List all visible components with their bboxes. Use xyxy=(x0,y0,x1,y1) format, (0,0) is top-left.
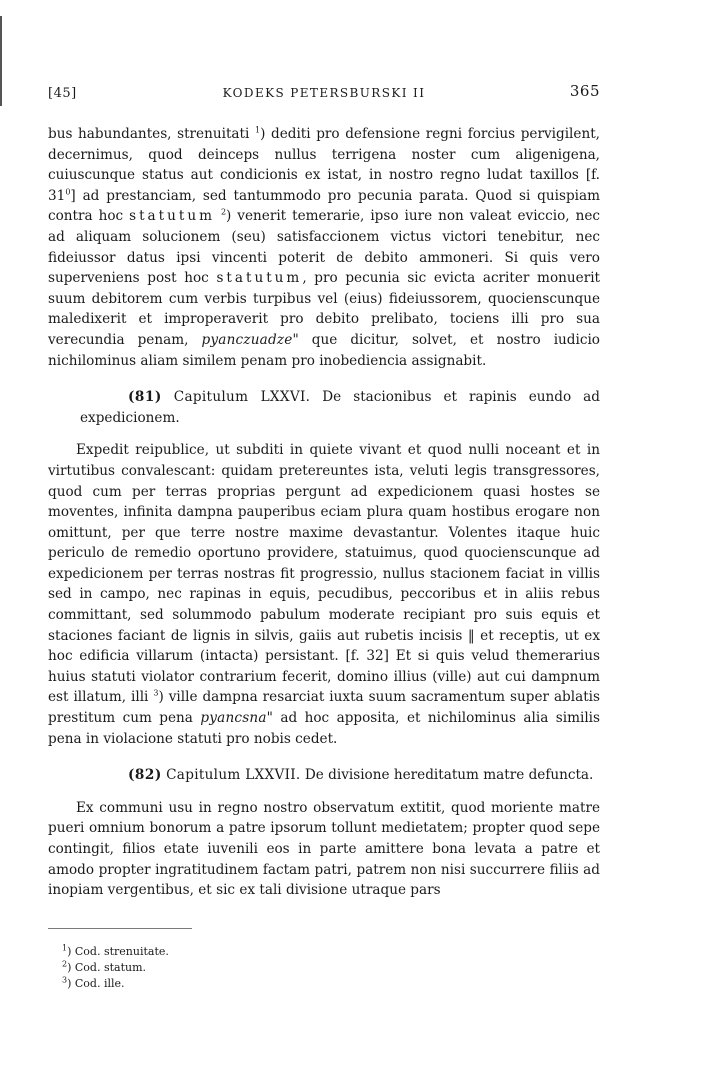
paragraph-1: bus habundantes, strenuitati $^1$) dediti pro defensione regni forcius pervigilent, decernimus, quod deinceps nullus terrigena noster cum aligenigena, cuiuscunque status aut condicionis ex istat, in nostro regno ludat taxillos [f. $31^0$] ad prestanciam, sed tantummodo pro pecunia parata. Quod si quispiam contra hoc statutum $^2$) venerit temerarie, ipso iure non valeat eviccio, nec ad aliquam solucionem (seu) satisfaccionem victus victori tenebitur, nec fideiussor datus ipsi vincenti poterit de debito ammoneri. Si quis vero superveniens post hoc statutum, pro pecunia sic evicta acriter monuerit suum debitorem cum verbis turpibus vel (eius) fideiussorem, quocienscunque maledixerit et improperaverit pro debito prelibato, tociens illi pro sua verecundia penam, pyanczuadze" que dicitur, solvet, et nostro iudicio nichilominus aliam similem penam pro inobediencia assignabit. xyxy=(48,125,601,369)
footnote-ref-1[interactable]: 1 xyxy=(254,125,261,135)
chapter-title: De divisione hereditatum matre defuncta. xyxy=(304,767,594,784)
footnote-3: $^3$) Cod. ille. xyxy=(62,975,125,990)
vernacular-term-2: pyancsna xyxy=(200,710,267,727)
page-number: 365 xyxy=(569,82,600,100)
vernacular-term: pyanczuadze xyxy=(201,331,293,348)
footnote-ref-2[interactable]: 2 xyxy=(220,207,227,217)
footnotes xyxy=(62,944,169,992)
running-header xyxy=(48,82,600,106)
folio-superscript: 0 xyxy=(65,187,71,197)
footnote-1: $^1$) Cod. strenuitate. xyxy=(62,943,169,958)
body-text xyxy=(48,124,600,901)
manuscript-bar: ‖ xyxy=(467,627,475,644)
left-edge-mark xyxy=(0,16,2,106)
spaced-word-statutum-2: statutum xyxy=(216,270,303,287)
chapter-81-heading xyxy=(48,387,600,428)
footnote-2: $^2$) Cod. statum. xyxy=(62,959,147,974)
chapter-number: (82) xyxy=(128,767,162,784)
footnote-separator xyxy=(48,928,192,929)
chapter-label: Capitulum LXXVII. xyxy=(166,767,301,784)
page-reference: [45] xyxy=(48,86,77,101)
running-title: KODEKS PETERSBURSKI II xyxy=(222,86,426,100)
chapter-label: Capitulum LXXVI. xyxy=(173,389,311,406)
paragraph-3: Ex communi usu in regno nostro observatum extitit, quod moriente matre pueri omnium bonorum a patre ipsorum tollunt medietatem; propter quod sepe contingit, filios etate iuvenili eos in parte amittere bona levata a patre et amodo propter ingratitudinem factam patri, patrem non nisi succurrere filiis ad inopiam vergentibus, et sic ex tali divisione utraque pars xyxy=(48,799,600,899)
footnote-ref-3[interactable]: 3 xyxy=(153,688,159,698)
chapter-number: (81) xyxy=(128,389,162,406)
chapter-82-heading xyxy=(48,765,600,786)
spaced-word-statutum: statutum xyxy=(129,208,215,225)
chapter-title: De stacionibus et rapinis eundo ad expedicionem. xyxy=(80,389,600,426)
paragraph-2: Expedit reipublice, ut subditi in quiete vivant et quod nulli noceant et in virtutibus convalescant: quidam pretereuntes ista, veluti legis transgressores, quod cum per terras proprias pergunt ad expedicionem quasi hostes se moventes, infinita dampna pauperibus eciam plura quam hostibus erogare non omittunt, per que terre nostre maxime devastantur. Volentes itaque huic periculo de remedio oportuno providere, statuimus, quod quocienscunque ad expedicionem per terras nostras fit progressio, nullus stacionem faciat in villis sed in campo, nec rapinas in equis, pecudibus, peccoribus et in aliis rebus committant, sed solummodo pabulum moderate recipiant pro suis equis et staciones faciant de lignis in silvis, gaiis aut rubetis incisis ‖ et receptis, ut ex hoc edificia villarum (intacta) persistant. [f. 32] Et si quis velud themerarius huius statuti violator contrarium fecerit, domino illius (ville) aut cui dampnum est illatum, illi $^3$) ville dampna resarciat iuxta suum sacramentum super ablatis prestitum cum pena pyancsna" ad hoc apposita, et nichilominus alia similis pena in violacione statuti pro nobis cedet. xyxy=(48,442,601,747)
